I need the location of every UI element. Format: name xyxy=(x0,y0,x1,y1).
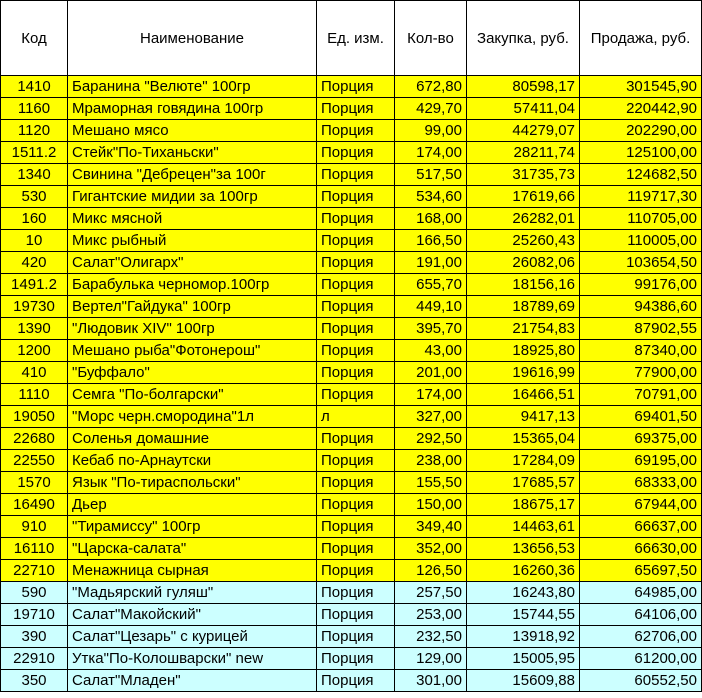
cell-sale: 110005,00 xyxy=(580,230,702,252)
cell-qty: 174,00 xyxy=(395,384,467,406)
cell-unit: Порция xyxy=(317,208,395,230)
cell-unit: Порция xyxy=(317,76,395,98)
cell-name: Дьер xyxy=(68,494,317,516)
cell-sale: 87902,55 xyxy=(580,318,702,340)
cell-sale: 66630,00 xyxy=(580,538,702,560)
cell-qty: 672,80 xyxy=(395,76,467,98)
table-row xyxy=(1,648,702,670)
cell-name: Свинина "Дебрецен"за 100г xyxy=(68,164,317,186)
cell-purchase: 15744,55 xyxy=(467,604,580,626)
cell-code: 160 xyxy=(1,208,68,230)
header-purchase: Закупка, руб. xyxy=(467,1,580,76)
cell-sale: 67944,00 xyxy=(580,494,702,516)
cell-purchase: 18789,69 xyxy=(467,296,580,318)
cell-sale: 69195,00 xyxy=(580,450,702,472)
table-row xyxy=(1,472,702,494)
cell-qty: 99,00 xyxy=(395,120,467,142)
cell-code: 1110 xyxy=(1,384,68,406)
table-row xyxy=(1,98,702,120)
cell-purchase: 16260,36 xyxy=(467,560,580,582)
cell-qty: 257,50 xyxy=(395,582,467,604)
cell-code: 1160 xyxy=(1,98,68,120)
cell-unit: Порция xyxy=(317,428,395,450)
cell-qty: 150,00 xyxy=(395,494,467,516)
cell-purchase: 9417,13 xyxy=(467,406,580,428)
cell-unit: Порция xyxy=(317,164,395,186)
cell-sale: 119717,30 xyxy=(580,186,702,208)
cell-code: 19730 xyxy=(1,296,68,318)
cell-unit: Порция xyxy=(317,98,395,120)
cell-purchase: 44279,07 xyxy=(467,120,580,142)
cell-qty: 174,00 xyxy=(395,142,467,164)
cell-purchase: 18925,80 xyxy=(467,340,580,362)
cell-name: "Тирамиссу" 100гр xyxy=(68,516,317,538)
table-row xyxy=(1,230,702,252)
cell-name: Язык "По-тираспольски" xyxy=(68,472,317,494)
cell-code: 22550 xyxy=(1,450,68,472)
table-row xyxy=(1,274,702,296)
table-row xyxy=(1,76,702,98)
table-row xyxy=(1,120,702,142)
table-row xyxy=(1,582,702,604)
cell-qty: 201,00 xyxy=(395,362,467,384)
cell-name: "Мадьярский гуляш" xyxy=(68,582,317,604)
cell-unit: Порция xyxy=(317,296,395,318)
cell-qty: 253,00 xyxy=(395,604,467,626)
table-row xyxy=(1,340,702,362)
cell-purchase: 26282,01 xyxy=(467,208,580,230)
header-unit: Ед. изм. xyxy=(317,1,395,76)
cell-unit: Порция xyxy=(317,472,395,494)
cell-code: 16110 xyxy=(1,538,68,560)
table-body xyxy=(1,76,702,692)
cell-name: "Морс черн.смородина"1л xyxy=(68,406,317,428)
cell-purchase: 80598,17 xyxy=(467,76,580,98)
cell-qty: 238,00 xyxy=(395,450,467,472)
cell-purchase: 18156,16 xyxy=(467,274,580,296)
header-row xyxy=(1,1,702,76)
table-row xyxy=(1,186,702,208)
cell-purchase: 15365,04 xyxy=(467,428,580,450)
cell-qty: 129,00 xyxy=(395,648,467,670)
cell-unit: Порция xyxy=(317,604,395,626)
cell-purchase: 31735,73 xyxy=(467,164,580,186)
cell-qty: 327,00 xyxy=(395,406,467,428)
cell-unit: Порция xyxy=(317,274,395,296)
table-row xyxy=(1,538,702,560)
cell-name: Мешано мясо xyxy=(68,120,317,142)
cell-purchase: 16466,51 xyxy=(467,384,580,406)
cell-unit: Порция xyxy=(317,230,395,252)
cell-qty: 232,50 xyxy=(395,626,467,648)
cell-code: 390 xyxy=(1,626,68,648)
table-row xyxy=(1,164,702,186)
cell-unit: Порция xyxy=(317,362,395,384)
cell-sale: 69401,50 xyxy=(580,406,702,428)
header-qty: Кол-во xyxy=(395,1,467,76)
cell-purchase: 17685,57 xyxy=(467,472,580,494)
table-row xyxy=(1,384,702,406)
cell-code: 1410 xyxy=(1,76,68,98)
cell-unit: Порция xyxy=(317,252,395,274)
cell-unit: Порция xyxy=(317,186,395,208)
cell-purchase: 16243,80 xyxy=(467,582,580,604)
table-row xyxy=(1,494,702,516)
cell-name: Семга "По-болгарски" xyxy=(68,384,317,406)
cell-purchase: 15005,95 xyxy=(467,648,580,670)
cell-purchase: 13656,53 xyxy=(467,538,580,560)
cell-code: 1491.2 xyxy=(1,274,68,296)
cell-sale: 65697,50 xyxy=(580,560,702,582)
header-code: Код xyxy=(1,1,68,76)
cell-name: "Людовик XIV" 100гр xyxy=(68,318,317,340)
cell-sale: 103654,50 xyxy=(580,252,702,274)
cell-qty: 126,50 xyxy=(395,560,467,582)
cell-purchase: 25260,43 xyxy=(467,230,580,252)
table-row xyxy=(1,318,702,340)
cell-unit: Порция xyxy=(317,582,395,604)
cell-purchase: 13918,92 xyxy=(467,626,580,648)
cell-qty: 429,70 xyxy=(395,98,467,120)
cell-purchase: 14463,61 xyxy=(467,516,580,538)
cell-sale: 68333,00 xyxy=(580,472,702,494)
cell-unit: Порция xyxy=(317,318,395,340)
cell-name: Кебаб по-Арнаутски xyxy=(68,450,317,472)
cell-qty: 166,50 xyxy=(395,230,467,252)
cell-code: 1511.2 xyxy=(1,142,68,164)
cell-code: 10 xyxy=(1,230,68,252)
cell-qty: 395,70 xyxy=(395,318,467,340)
cell-sale: 87340,00 xyxy=(580,340,702,362)
cell-unit: Порция xyxy=(317,560,395,582)
cell-code: 1570 xyxy=(1,472,68,494)
cell-name: Соленья домашние xyxy=(68,428,317,450)
table-row xyxy=(1,626,702,648)
cell-qty: 449,10 xyxy=(395,296,467,318)
cell-qty: 168,00 xyxy=(395,208,467,230)
cell-sale: 70791,00 xyxy=(580,384,702,406)
cell-name: Барабулька черномор.100гр xyxy=(68,274,317,296)
table-row xyxy=(1,142,702,164)
cell-unit: Порция xyxy=(317,120,395,142)
cell-qty: 191,00 xyxy=(395,252,467,274)
cell-code: 19050 xyxy=(1,406,68,428)
cell-unit: Порция xyxy=(317,340,395,362)
cell-code: 410 xyxy=(1,362,68,384)
cell-sale: 62706,00 xyxy=(580,626,702,648)
cell-unit: Порция xyxy=(317,142,395,164)
table-row xyxy=(1,604,702,626)
cell-name: Менажница сырная xyxy=(68,560,317,582)
table-row xyxy=(1,208,702,230)
cell-qty: 292,50 xyxy=(395,428,467,450)
cell-name: Утка"По-Колошварски" new xyxy=(68,648,317,670)
cell-code: 19710 xyxy=(1,604,68,626)
table-row xyxy=(1,560,702,582)
cell-unit: Порция xyxy=(317,494,395,516)
cell-sale: 202290,00 xyxy=(580,120,702,142)
cell-sale: 94386,60 xyxy=(580,296,702,318)
cell-sale: 64106,00 xyxy=(580,604,702,626)
cell-name: "Царска-салата" xyxy=(68,538,317,560)
cell-name: Салат"Макойский" xyxy=(68,604,317,626)
cell-code: 16490 xyxy=(1,494,68,516)
cell-code: 910 xyxy=(1,516,68,538)
cell-unit: Порция xyxy=(317,538,395,560)
cell-code: 1340 xyxy=(1,164,68,186)
cell-purchase: 26082,06 xyxy=(467,252,580,274)
cell-qty: 534,60 xyxy=(395,186,467,208)
header-sale: Продажа, руб. xyxy=(580,1,702,76)
cell-name: Салат"Младен" xyxy=(68,670,317,692)
cell-code: 22710 xyxy=(1,560,68,582)
cell-name: "Буффало" xyxy=(68,362,317,384)
cell-name: Микс рыбный xyxy=(68,230,317,252)
cell-unit: Порция xyxy=(317,648,395,670)
cell-code: 420 xyxy=(1,252,68,274)
cell-code: 1120 xyxy=(1,120,68,142)
table-row xyxy=(1,428,702,450)
cell-name: Мешано рыба"Фотонерош" xyxy=(68,340,317,362)
cell-name: Баранина "Велюте" 100гр xyxy=(68,76,317,98)
header-name: Наименование xyxy=(68,1,317,76)
cell-sale: 99176,00 xyxy=(580,274,702,296)
cell-qty: 43,00 xyxy=(395,340,467,362)
cell-name: Микс мясной xyxy=(68,208,317,230)
cell-qty: 655,70 xyxy=(395,274,467,296)
cell-sale: 69375,00 xyxy=(580,428,702,450)
cell-sale: 110705,00 xyxy=(580,208,702,230)
cell-purchase: 15609,88 xyxy=(467,670,580,692)
table-row xyxy=(1,252,702,274)
table-row xyxy=(1,362,702,384)
cell-name: Вертел"Гайдука" 100гр xyxy=(68,296,317,318)
table-row xyxy=(1,296,702,318)
table-row xyxy=(1,406,702,428)
cell-qty: 349,40 xyxy=(395,516,467,538)
cell-sale: 61200,00 xyxy=(580,648,702,670)
cell-code: 590 xyxy=(1,582,68,604)
cell-sale: 66637,00 xyxy=(580,516,702,538)
cell-sale: 301545,90 xyxy=(580,76,702,98)
cell-sale: 60552,50 xyxy=(580,670,702,692)
cell-purchase: 17284,09 xyxy=(467,450,580,472)
cell-purchase: 28211,74 xyxy=(467,142,580,164)
cell-unit: Порция xyxy=(317,384,395,406)
cell-code: 1200 xyxy=(1,340,68,362)
cell-qty: 301,00 xyxy=(395,670,467,692)
cell-sale: 220442,90 xyxy=(580,98,702,120)
cell-name: Гигантские мидии за 100гр xyxy=(68,186,317,208)
cell-sale: 124682,50 xyxy=(580,164,702,186)
cell-unit: Порция xyxy=(317,626,395,648)
cell-purchase: 57411,04 xyxy=(467,98,580,120)
cell-purchase: 17619,66 xyxy=(467,186,580,208)
table-row xyxy=(1,516,702,538)
cell-qty: 155,50 xyxy=(395,472,467,494)
cell-code: 530 xyxy=(1,186,68,208)
cell-purchase: 19616,99 xyxy=(467,362,580,384)
cell-name: Салат"Цезарь" с курицей xyxy=(68,626,317,648)
cell-unit: л xyxy=(317,406,395,428)
table-row xyxy=(1,450,702,472)
cell-name: Мраморная говядина 100гр xyxy=(68,98,317,120)
cell-sale: 64985,00 xyxy=(580,582,702,604)
cell-code: 350 xyxy=(1,670,68,692)
cell-sale: 125100,00 xyxy=(580,142,702,164)
cell-unit: Порция xyxy=(317,450,395,472)
cell-purchase: 18675,17 xyxy=(467,494,580,516)
table-row xyxy=(1,670,702,692)
cell-qty: 517,50 xyxy=(395,164,467,186)
cell-name: Салат"Олигарх" xyxy=(68,252,317,274)
cell-qty: 352,00 xyxy=(395,538,467,560)
cell-purchase: 21754,83 xyxy=(467,318,580,340)
cell-code: 22910 xyxy=(1,648,68,670)
cell-sale: 77900,00 xyxy=(580,362,702,384)
cell-unit: Порция xyxy=(317,516,395,538)
cell-code: 1390 xyxy=(1,318,68,340)
cell-code: 22680 xyxy=(1,428,68,450)
cell-unit: Порция xyxy=(317,670,395,692)
cell-name: Стейк"По-Тиханьски" xyxy=(68,142,317,164)
